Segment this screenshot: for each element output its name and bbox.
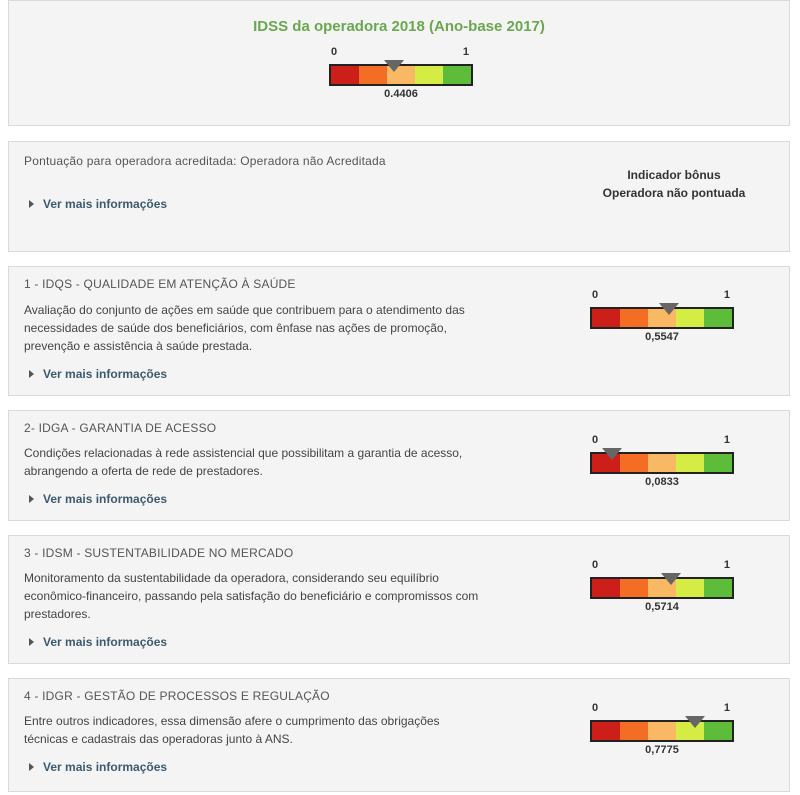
gauge-pointer-icon — [384, 60, 404, 72]
section-idqs — [8, 266, 790, 396]
idqs-gauge — [590, 289, 734, 349]
section-description — [24, 301, 524, 355]
idss-summary-panel — [8, 0, 790, 126]
section-title: 2- IDGA - GARANTIA DE ACESSO — [24, 421, 217, 435]
gauge-pointer-icon — [685, 716, 705, 728]
caret-right-icon — [29, 763, 34, 771]
gauge-min-label: 0 — [592, 434, 599, 446]
gauge-value: 0,0833 — [645, 476, 679, 488]
gauge-segment — [704, 309, 732, 327]
gauge-min-label: 0 — [331, 46, 338, 58]
section-description — [24, 569, 524, 623]
gauge-segment — [676, 454, 704, 472]
desc-line: abrangendo a oferta de rede de prestadores. — [24, 464, 263, 478]
gauge-segment — [648, 722, 676, 740]
gauge-max-label: 1 — [723, 559, 730, 571]
idsm-gauge — [590, 559, 734, 619]
more-info-link[interactable] — [29, 760, 167, 774]
gauge-segment — [592, 722, 620, 740]
gauge-value: 0,5547 — [645, 331, 679, 343]
gauge-value: 0,5714 — [645, 601, 679, 613]
gauge-pointer-icon — [602, 448, 622, 460]
more-info-link[interactable] — [29, 635, 167, 649]
gauge-segment — [415, 66, 443, 84]
gauge-segment — [704, 454, 732, 472]
desc-line: necessidades de saúde dos beneficiários, com ênfase nas ações de promoção, — [24, 321, 447, 335]
bonus-value: Operadora não pontuada — [602, 186, 746, 200]
section-idsm — [8, 535, 790, 664]
more-info-label: Ver mais informações — [43, 492, 168, 506]
more-info-link[interactable] — [29, 492, 167, 506]
desc-line: Avaliação do conjunto de ações em saúde que contribuem para o atendimento das — [24, 303, 465, 317]
idga-gauge — [590, 434, 734, 494]
section-description — [24, 444, 524, 480]
gauge-segment — [648, 454, 676, 472]
gauge-segment — [676, 309, 704, 327]
more-info-label: Ver mais informações — [43, 635, 168, 649]
idss-gauge — [329, 46, 473, 106]
desc-line: Condições relacionadas à rede assistencial que possibilitam a garantia de acesso, — [24, 446, 463, 460]
gauge-segment — [331, 66, 359, 84]
desc-line: técnicas e cadastrais das operadoras junto à ANS. — [24, 732, 293, 746]
idgr-gauge — [590, 702, 734, 762]
caret-right-icon — [29, 638, 34, 646]
more-info-link[interactable] — [29, 367, 167, 381]
gauge-min-label: 0 — [592, 289, 599, 301]
page-title: IDSS da operadora 2018 (Ano-base 2017) — [253, 18, 545, 35]
gauge-min-label: 0 — [592, 559, 599, 571]
gauge-pointer-icon — [661, 573, 681, 585]
gauge-segment — [620, 454, 648, 472]
accreditation-panel — [8, 141, 790, 252]
section-description — [24, 712, 524, 748]
caret-right-icon — [29, 370, 34, 378]
gauge-segment — [704, 722, 732, 740]
gauge-max-label: 1 — [462, 46, 469, 58]
caret-right-icon — [29, 495, 34, 503]
gauge-bar — [590, 720, 734, 742]
gauge-max-label: 1 — [723, 702, 730, 714]
gauge-segment — [620, 579, 648, 597]
desc-line: Monitoramento da sustentabilidade da operadora, considerando seu equilíbrio — [24, 571, 439, 585]
desc-line: econômico-financeiro, passando pela satisfação do beneficiário e compromissos com — [24, 589, 479, 603]
gauge-segment — [592, 579, 620, 597]
gauge-segment — [704, 579, 732, 597]
gauge-max-label: 1 — [723, 434, 730, 446]
desc-line: prevenção e assistência à saúde prestada. — [24, 339, 253, 353]
more-info-label: Ver mais informações — [43, 760, 168, 774]
gauge-segment — [620, 309, 648, 327]
section-title: 3 - IDSM - SUSTENTABILIDADE NO MERCADO — [24, 546, 294, 560]
gauge-segment — [443, 66, 471, 84]
section-title: 1 - IDQS - QUALIDADE EM ATENÇÃO À SAÚDE — [24, 277, 296, 291]
gauge-pointer-icon — [659, 303, 679, 315]
gauge-segment — [620, 722, 648, 740]
more-info-link[interactable] — [29, 197, 167, 211]
gauge-min-label: 0 — [592, 702, 599, 714]
gauge-value: 0,7775 — [645, 744, 679, 756]
gauge-max-label: 1 — [723, 289, 730, 301]
section-idga — [8, 410, 790, 521]
gauge-value: 0.4406 — [384, 88, 418, 100]
gauge-segment — [359, 66, 387, 84]
more-info-label: Ver mais informações — [43, 367, 168, 381]
gauge-segment — [592, 309, 620, 327]
bonus-title: Indicador bônus — [627, 168, 721, 182]
section-idgr — [8, 678, 790, 792]
desc-line: Entre outros indicadores, essa dimensão afere o cumprimento das obrigações — [24, 714, 440, 728]
desc-line: prestadores. — [24, 607, 91, 621]
bonus-indicator — [569, 166, 779, 202]
caret-right-icon — [29, 200, 34, 208]
accreditation-text: Pontuação para operadora acreditada: Operadora não Acreditada — [24, 154, 386, 168]
section-title: 4 - IDGR - GESTÃO DE PROCESSOS E REGULAÇÃO — [24, 689, 330, 703]
more-info-label: Ver mais informações — [43, 197, 168, 211]
